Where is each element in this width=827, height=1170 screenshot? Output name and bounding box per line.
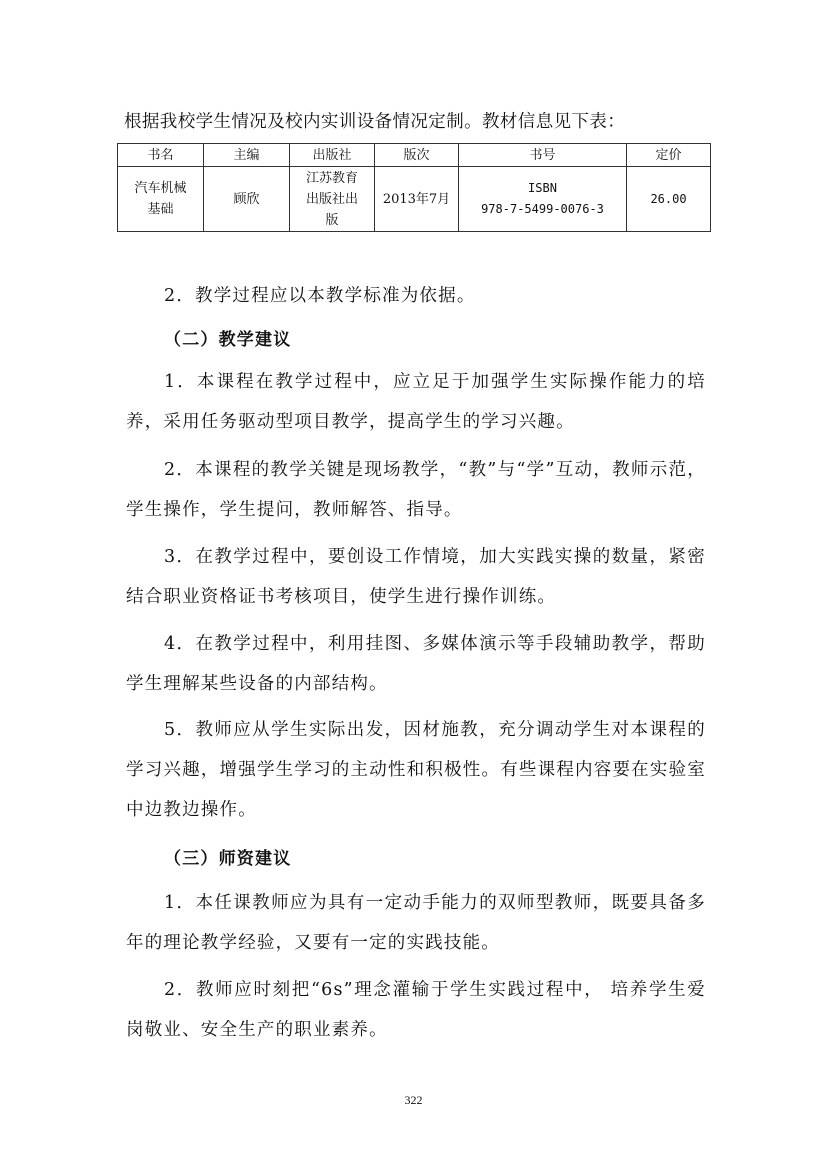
section-heading-staff: （三）师资建议	[164, 849, 292, 869]
teaching-item-1: 1．本课程在教学过程中，应立足于加强学生实际操作能力的培养，采用任务驱动型项目教学，提高学生的学习兴趣。	[126, 372, 706, 432]
cell-book-name: 汽车机械基础	[118, 167, 204, 232]
textbook-info-table	[117, 143, 711, 232]
intro-text: 根据我校学生情况及校内实训设备情况定制。教材信息见下表：	[124, 112, 626, 132]
table-header-row	[118, 144, 711, 167]
table-row	[118, 167, 711, 232]
teaching-item-4: 4．在教学过程中，利用挂图、多媒体演示等手段辅助教学，帮助学生理解某些设备的内部结构。	[126, 634, 706, 694]
cell-publisher: 江苏教育出版社出版	[290, 167, 375, 232]
isbn-number: 978-7-5499-0076-3	[481, 202, 604, 216]
header-price: 定价	[627, 144, 711, 167]
staff-item-2: 2．教师应时刻把“6s”理念灌输于学生实践过程中， 培养学生爱岗敬业、安全生产的职业素养。	[126, 980, 706, 1040]
cell-editor: 顾欣	[204, 167, 290, 232]
teaching-item-5: 5．教师应从学生实际出发，因材施教，充分调动学生对本课程的学习兴趣，增强学生学习的主动性和积极性。有些课程内容要在实验室中边教边操作。	[126, 720, 706, 820]
teaching-item-3: 3．在教学过程中，要创设工作情境，加大实践实操的数量，紧密结合职业资格证书考核项目，使学生进行操作训练。	[126, 547, 706, 607]
header-editor: 主编	[204, 144, 290, 167]
staff-item-1: 1．本任课教师应为具有一定动手能力的双师型教师，既要具备多年的理论教学经验，又要有一定的实践技能。	[126, 893, 706, 953]
header-book-name: 书名	[118, 144, 204, 167]
header-isbn: 书号	[459, 144, 627, 167]
cell-price: 26.00	[627, 167, 711, 232]
cell-isbn	[459, 167, 627, 232]
section-heading-teaching: （二）教学建议	[164, 330, 292, 350]
isbn-label: ISBN	[528, 181, 557, 195]
page-number: 322	[404, 1093, 423, 1107]
header-publisher: 出版社	[290, 144, 375, 167]
paragraph-basis: 2．教学过程应以本教学标准为依据。	[164, 286, 476, 306]
cell-edition: 2013年7月	[375, 167, 459, 232]
header-edition: 版次	[375, 144, 459, 167]
teaching-item-2: 2．本课程的教学关键是现场教学，“教”与“学”互动，教师示范，学生操作，学生提问，教师解答、指导。	[126, 460, 706, 520]
